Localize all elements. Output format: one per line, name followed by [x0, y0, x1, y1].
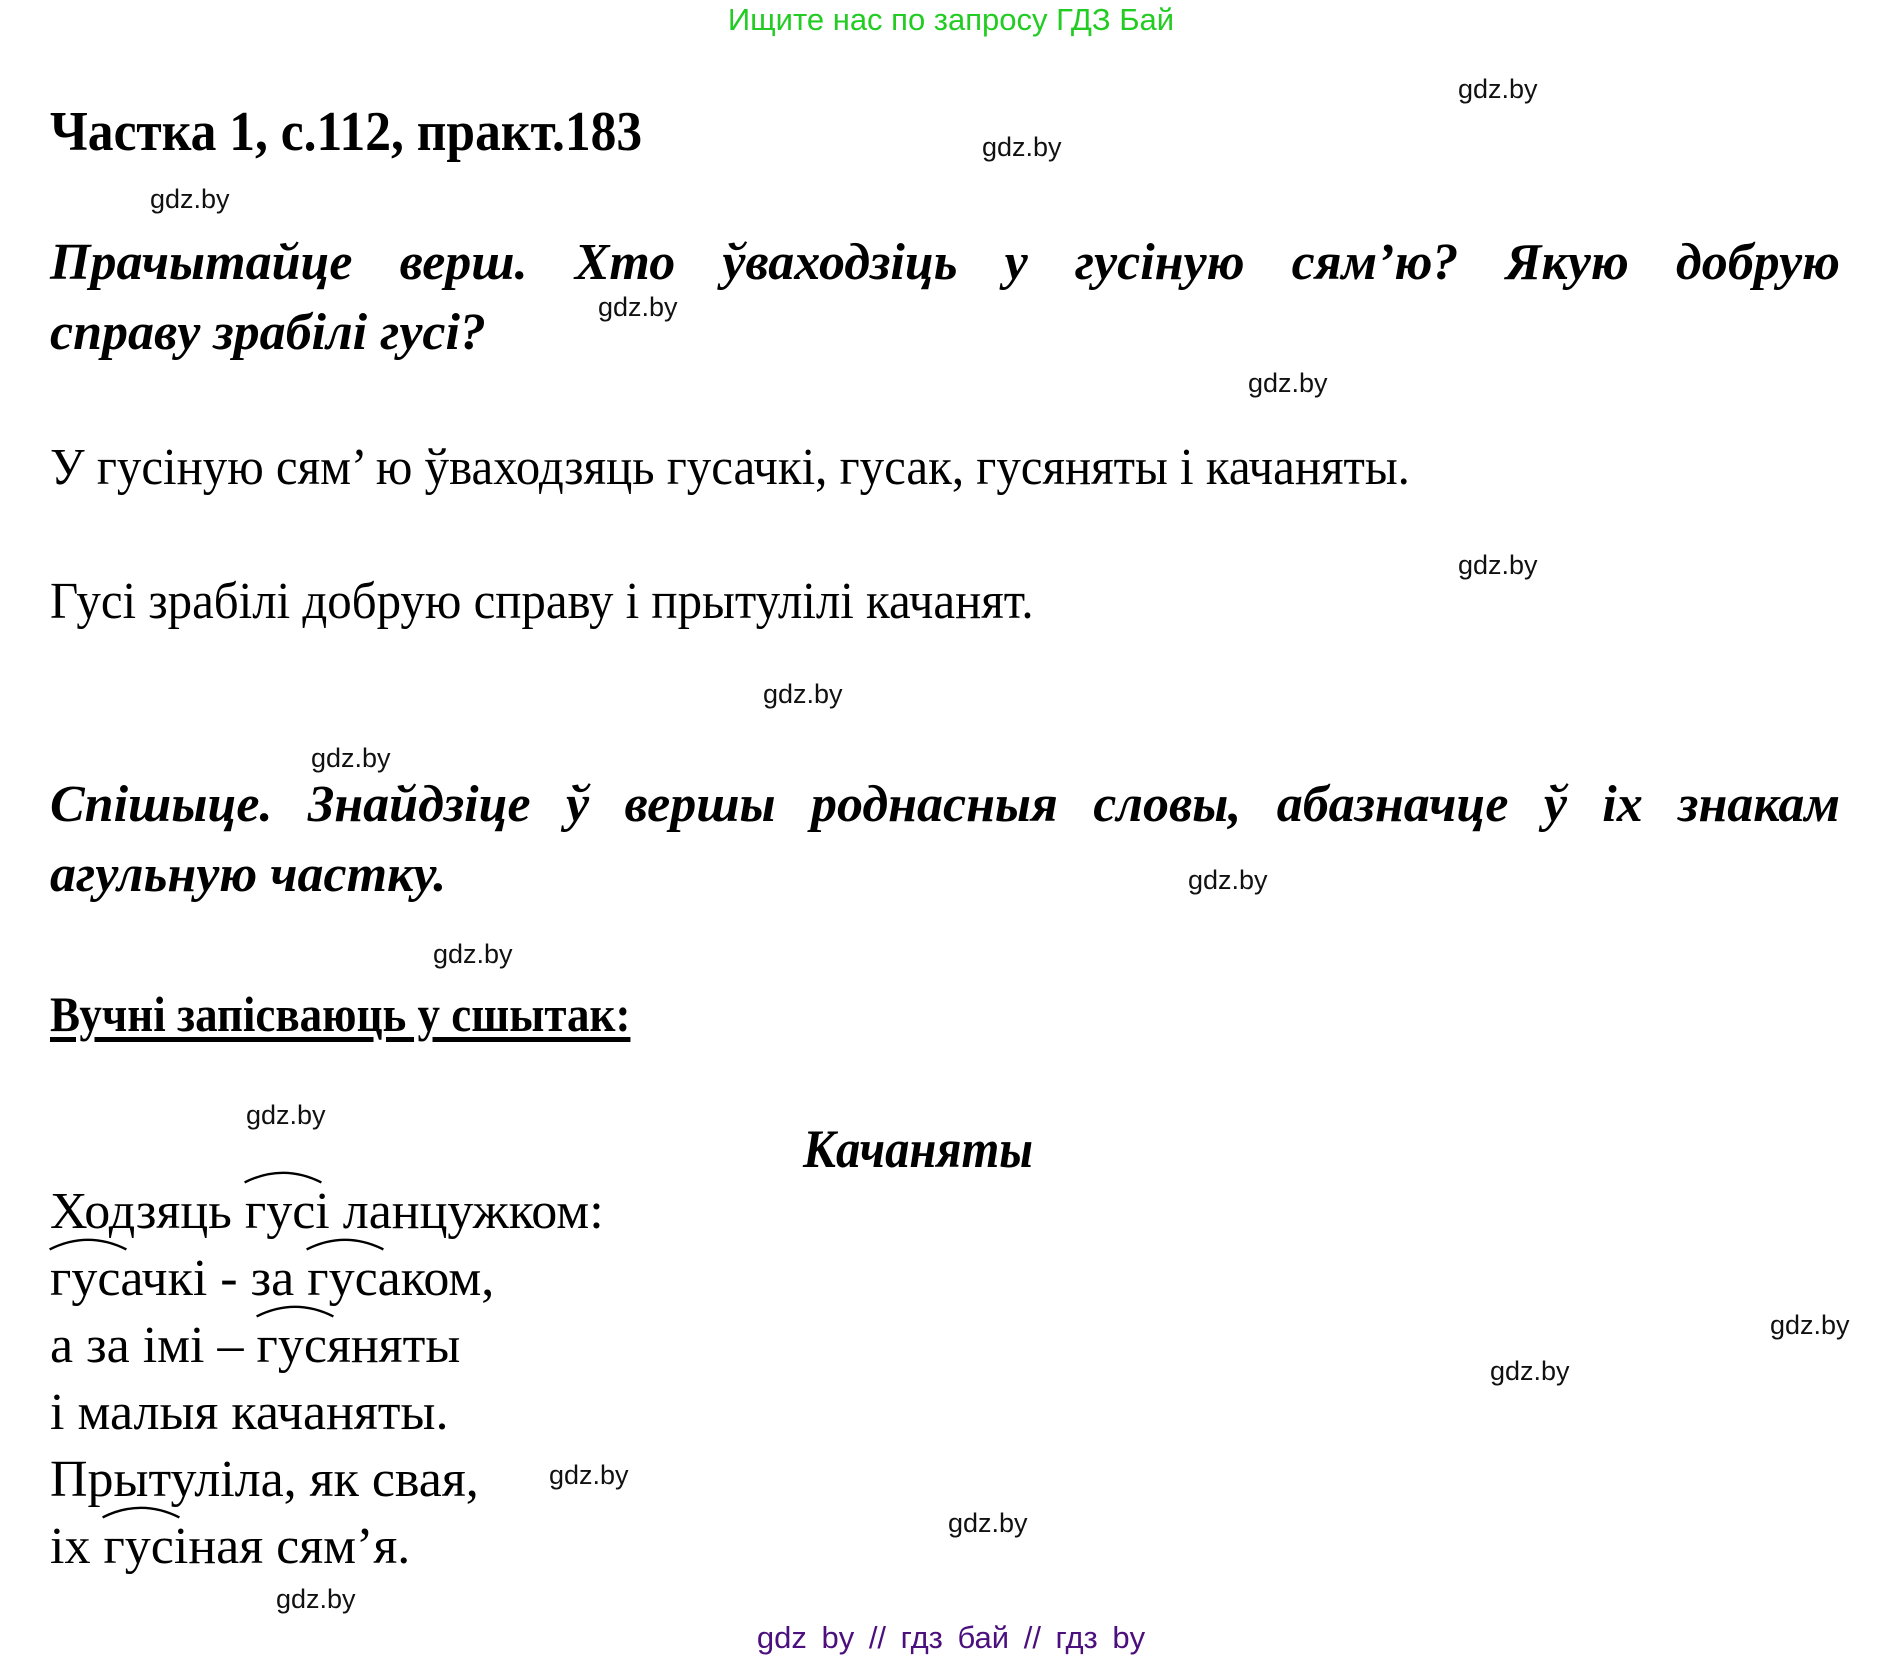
poem-line-5: Прытуліла, як свая, [50, 1451, 479, 1508]
word-root: гус [103, 1513, 173, 1580]
answer-line-1: У гусіную сям’ ю ўваходзяць гусачкі, гусак, гусяняты і качаняты. [50, 439, 1410, 496]
task-2-line-1: Спішыце. Знайдзіце ў вершы роднасныя словы, абазначце ў іх знакам [50, 776, 1840, 833]
task-1-line-1: Прачытайце верш. Хто ўваходзіць у гусіную сям’ю? Якую добрую [50, 234, 1840, 291]
poem-text: а за імі – [50, 1317, 257, 1374]
watermark: gdz.by [150, 184, 230, 214]
watermark: gdz.by [549, 1460, 629, 1490]
task-instruction-1 [50, 228, 1840, 368]
word-root: гус [307, 1245, 377, 1312]
watermark: gdz.by [763, 679, 843, 709]
answer-line-2: Гусі зрабілі добрую справу і прытулілі качанят. [50, 573, 1034, 630]
poem-text: і ланцужком: [315, 1183, 604, 1240]
poem-line-3 [50, 1312, 604, 1379]
footer-links[interactable]: gdz by // гдз бай // гдз by [756, 1620, 1146, 1655]
watermark: gdz.by [1770, 1310, 1850, 1340]
watermark: gdz.by [246, 1100, 326, 1130]
watermark: gdz.by [276, 1584, 356, 1614]
poem-line-1 [50, 1178, 604, 1245]
notebook-subheading: Вучні запісваюць у сшытак: [50, 986, 631, 1042]
poem-text: іх [50, 1518, 104, 1575]
watermark: gdz.by [1458, 74, 1538, 104]
watermark: gdz.by [598, 292, 678, 322]
task-1-line-2: справу зрабілі гусі? [50, 304, 486, 361]
task-2-line-2: агульную частку. [50, 846, 447, 903]
poem-text: ачкі - за [120, 1250, 308, 1307]
poem-text: яняты [326, 1317, 461, 1374]
poem-text: аком, [377, 1250, 495, 1307]
poem-text: іная сям’я. [173, 1518, 411, 1575]
watermark: gdz.by [1490, 1356, 1570, 1386]
watermark: gdz.by [982, 132, 1062, 162]
watermark: gdz.by [1458, 550, 1538, 580]
poem-text: Ходзяць [50, 1183, 245, 1240]
word-root: гус [50, 1245, 120, 1312]
page-title: Частка 1, с.112, практ.183 [50, 101, 643, 163]
poem-line-2 [50, 1245, 604, 1312]
task-instruction-2 [50, 770, 1840, 910]
poem-line-6 [50, 1513, 604, 1580]
watermark: gdz.by [433, 939, 513, 969]
word-root: гус [257, 1312, 327, 1379]
poem-line-4: і малыя качаняты. [50, 1384, 449, 1441]
poem-title: Качаняты [803, 1119, 1033, 1179]
word-root: гус [245, 1178, 315, 1245]
arc-icon [243, 1168, 323, 1184]
watermark: gdz.by [311, 743, 391, 773]
watermark: gdz.by [1188, 865, 1268, 895]
watermark: gdz.by [1248, 368, 1328, 398]
poem [50, 1178, 604, 1580]
search-banner[interactable]: Ищите нас по запросу ГДЗ Бай [727, 2, 1175, 37]
watermark: gdz.by [948, 1508, 1028, 1538]
